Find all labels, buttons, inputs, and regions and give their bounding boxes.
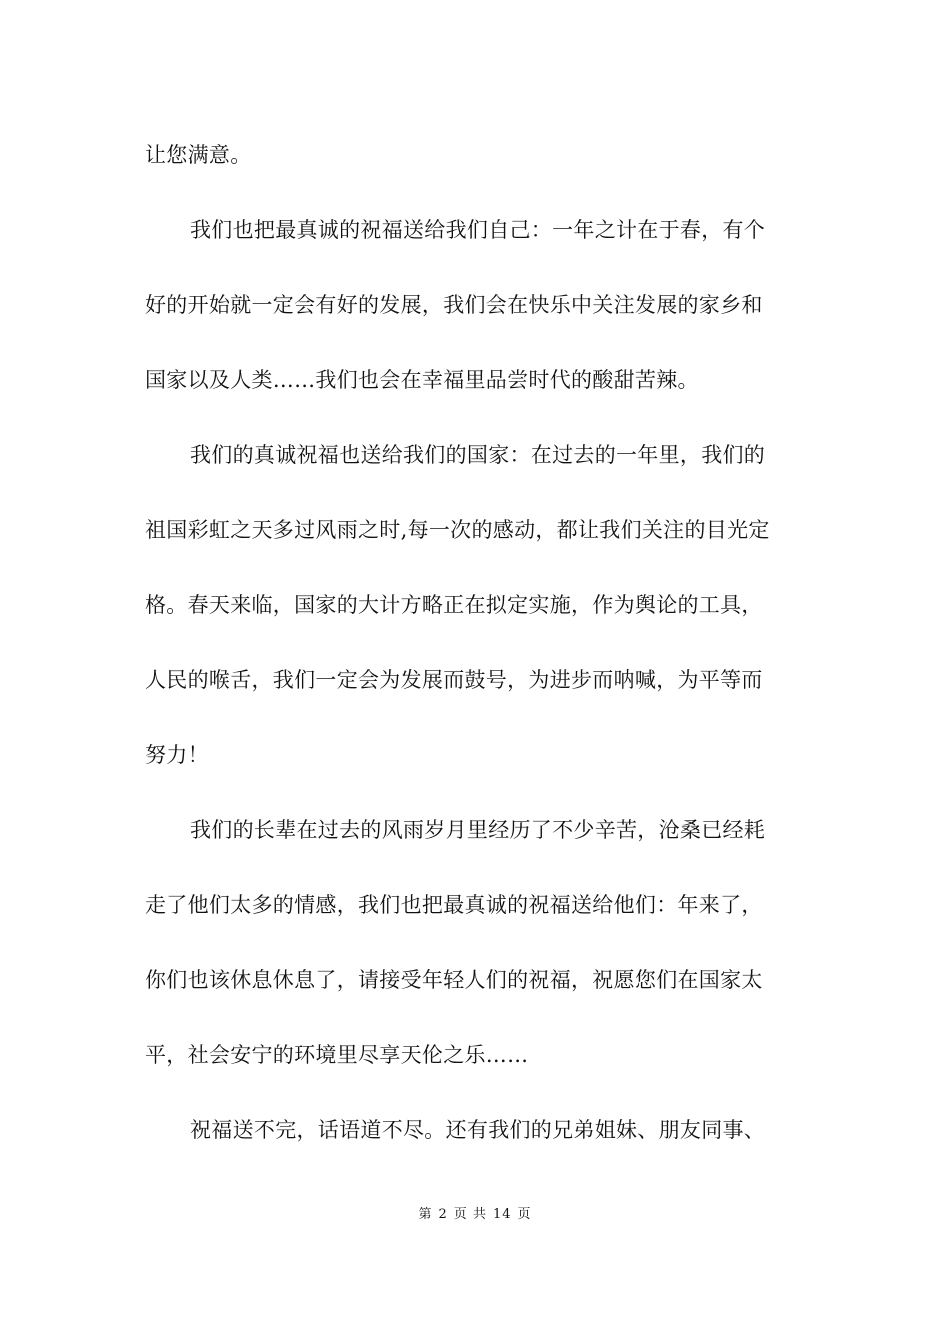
text-line-13: 平，社会安宁的环境里尽享天伦之乐…… [145,1043,529,1067]
text-line-7: 格。春天来临，国家的大计方略正在拟定实施，作为舆论的工具， [145,593,763,617]
footer-suffix: 页 [517,1207,532,1222]
text-line-8: 人民的喉舌，我们一定会为发展而鼓号，为进步而呐喊，为平等而 [145,668,763,692]
text-line-1: 让您满意。 [145,143,252,167]
text-line-10: 我们的长辈在过去的风雨岁月里经历了不少辛苦，沧桑已经耗 [190,818,766,842]
text-line-4: 国家以及人类……我们也会在幸福里品尝时代的酸甜苦辣。 [145,368,699,392]
text-line-11: 走了他们太多的情感，我们也把最真诚的祝福送给他们：年来了， [145,893,763,917]
text-line-3: 好的开始就一定会有好的发展，我们会在快乐中关注发展的家乡和 [145,293,763,317]
footer-page-number: 2 [438,1207,448,1222]
text-line-5: 我们的真诚祝福也送给我们的国家：在过去的一年里，我们的 [190,443,766,467]
text-line-2: 我们也把最真诚的祝福送给我们自己：一年之计在于春，有个 [190,218,766,242]
text-line-9: 努力！ [145,743,209,767]
footer-middle: 页 共 [453,1207,487,1222]
text-line-14: 祝福送不完，话语道不尽。还有我们的兄弟姐妹、朋友同事、 [190,1118,766,1142]
footer-prefix: 第 [418,1207,433,1222]
page-footer [0,1206,950,1224]
text-line-12: 你们也该休息休息了，请接受年轻人们的祝福，祝愿您们在国家太 [145,968,763,992]
footer-total-pages: 14 [492,1207,512,1222]
text-line-6: 祖国彩虹之天多过风雨之时,每一次的感动，都让我们关注的目光定 [145,518,770,542]
